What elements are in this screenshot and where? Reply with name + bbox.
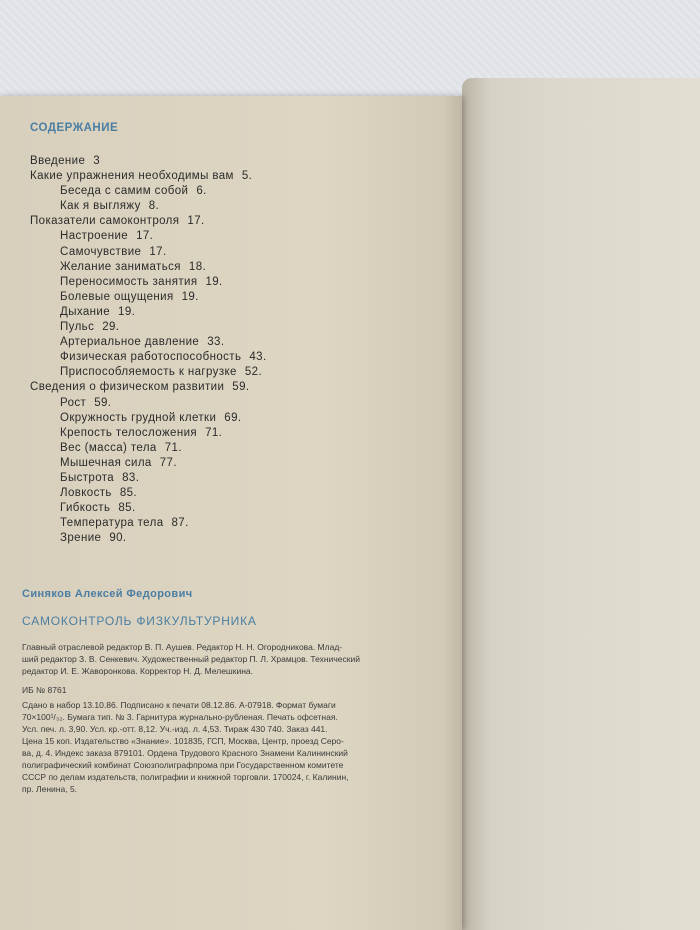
toc-entry-page: 19. [118, 305, 136, 318]
toc-entry-text: Гибкость [60, 502, 111, 515]
toc-entry [30, 154, 267, 169]
toc-entry [30, 350, 267, 365]
imprint-line: полиграфический комбинат Союзполиграфпрома при Государственном комитете [22, 760, 344, 770]
toc-entry-text: Температура тела [60, 517, 164, 530]
toc-entry [30, 290, 267, 305]
toc-entry [30, 501, 267, 516]
toc-title: СОДЕРЖАНИЕ [30, 122, 119, 134]
toc-entry-text: Физическая работоспособность [60, 351, 242, 364]
toc-entry-text: Настроение [60, 230, 129, 243]
toc-entry [30, 396, 267, 411]
toc-entry [30, 229, 267, 244]
toc-entry [30, 516, 267, 531]
toc-entry-page: 90. [109, 532, 127, 545]
toc-entry-page: 6. [196, 185, 207, 198]
toc-entry-text: Быстрота [60, 471, 115, 484]
author-name: Синяков Алексей Федорович [22, 588, 193, 600]
toc-entry [30, 531, 267, 546]
toc-entry-page: 17. [136, 230, 154, 243]
toc-entry [30, 486, 267, 501]
toc-entry-text: Дыхание [60, 305, 111, 318]
toc-entry [30, 214, 267, 229]
toc-entry-page: 19. [205, 275, 223, 288]
toc-entry-page: 71. [205, 426, 223, 439]
toc-entry-text: Пульс [60, 321, 95, 334]
toc-entry-text: Рост [60, 396, 87, 409]
imprint-line: пр. Ленина, 5. [22, 784, 78, 794]
toc-entry-page: 52. [244, 366, 263, 379]
toc-entry-text: Введение [30, 155, 86, 167]
imprint-line: Сдано в набор 13.10.86. Подписано к печати 08.12.86. А-07918. Формат бумаги [22, 700, 336, 710]
toc-entry-page: 87. [171, 517, 189, 530]
toc-entry-page: 29. [102, 321, 120, 334]
toc-entry-page: 33. [207, 336, 225, 349]
toc-entry [30, 456, 267, 471]
imprint-editors [22, 641, 447, 677]
toc-entry [30, 305, 267, 320]
toc-entry-text: Зрение [60, 532, 102, 545]
toc-entry-text: Беседа с самим собой [60, 185, 189, 198]
toc-entry-page: 59. [94, 396, 112, 409]
toc-entry [30, 335, 267, 350]
toc-entry-page: 83. [122, 471, 140, 484]
toc-entry-text: Приспособляемость к нагрузке [60, 366, 237, 379]
toc-entry [30, 260, 267, 275]
imprint-line: редактор И. Е. Жаворонкова. Корректор Н. Д. Мелешкина. [22, 666, 253, 676]
toc-entry [30, 441, 267, 456]
toc-entry [30, 245, 267, 260]
toc-entry-text: Сведения о физическом развитии [30, 381, 225, 394]
imprint-details [22, 699, 447, 795]
toc-entry-text: Самочувствие [60, 245, 142, 258]
imprint-line: ший редактор З. В. Сенкевич. Художественный редактор П. Л. Храмцов. Технический [22, 654, 360, 664]
toc-entry-text: Крепость телосложения [60, 426, 198, 439]
toc-entry-text: Мышечная сила [60, 456, 152, 469]
imprint-ib-number: ИБ № 8761 [22, 685, 67, 695]
toc-entry-page: 71. [164, 441, 182, 454]
imprint-line: СССР по делам издательств, полиграфии и книжной торговли. 170024, г. Калинин, [22, 772, 349, 782]
toc-entry [30, 275, 267, 290]
toc-entry-page: 19. [181, 290, 199, 303]
toc-entry [30, 199, 267, 214]
toc-entry-text: Ловкость [60, 487, 112, 500]
toc-entry-page: 3 [93, 155, 101, 167]
toc-entry-text: Вес (масса) тела [60, 441, 157, 454]
table-of-contents [30, 154, 267, 546]
toc-entry-page: 43. [249, 351, 267, 364]
toc-entry-text: Болевые ощущения [60, 290, 174, 303]
book-title: САМОКОНТРОЛЬ ФИЗКУЛЬТУРНИКА [22, 614, 257, 628]
toc-entry-text: Показатели самоконтроля [30, 215, 180, 228]
right-page [462, 78, 700, 930]
toc-entry [30, 320, 267, 335]
toc-entry [30, 169, 267, 184]
toc-entry [30, 426, 267, 441]
toc-entry-text: Как я выгляжу [60, 200, 141, 213]
toc-entry-page: 17. [187, 215, 205, 228]
toc-entry-page: 77. [159, 456, 177, 469]
imprint-line: Главный отраслевой редактор В. П. Аушев. Редактор Н. Н. Огородникова. Млад- [22, 642, 343, 652]
imprint-line: Усл. печ. л. 3,90. Усл. кр.-отт. 8,12. Уч.-изд. л. 4,53. Тираж 430 740. Заказ 441. [22, 724, 328, 734]
toc-entry [30, 184, 267, 199]
toc-entry-text: Артериальное давление [60, 336, 200, 349]
toc-entry [30, 380, 267, 395]
toc-entry-text: Желание заниматься [60, 260, 181, 273]
toc-entry-text: Переносимость занятия [60, 275, 198, 288]
toc-entry-page: 85. [118, 502, 136, 515]
toc-entry-text: Какие упражнения необходимы вам [30, 170, 234, 183]
toc-entry-page: 8. [148, 200, 160, 213]
toc-entry [30, 471, 267, 486]
toc-entry-page: 69. [224, 411, 242, 424]
toc-entry-page: 59. [232, 381, 250, 394]
toc-entry-page: 18. [188, 260, 207, 273]
toc-entry-page: 5. [241, 170, 253, 183]
toc-entry-page: 17. [149, 245, 167, 258]
toc-entry-text: Окружность грудной клетки [60, 411, 217, 424]
toc-entry [30, 411, 267, 426]
imprint-line: Цена 15 коп. Издательство «Знание». 101835, ГСП, Москва, Центр, проезд Серо- [22, 736, 344, 746]
toc-entry [30, 365, 267, 380]
imprint-line: ва, д. 4. Индекс заказа 879101. Ордена Трудового Красного Знамени Калининский [22, 748, 348, 758]
toc-entry-page: 85. [119, 487, 138, 500]
imprint-line: 70×100¹/₃₂. Бумага тип. № 3. Гарнитура журнально-рубленая. Печать офсетная. [22, 712, 338, 722]
